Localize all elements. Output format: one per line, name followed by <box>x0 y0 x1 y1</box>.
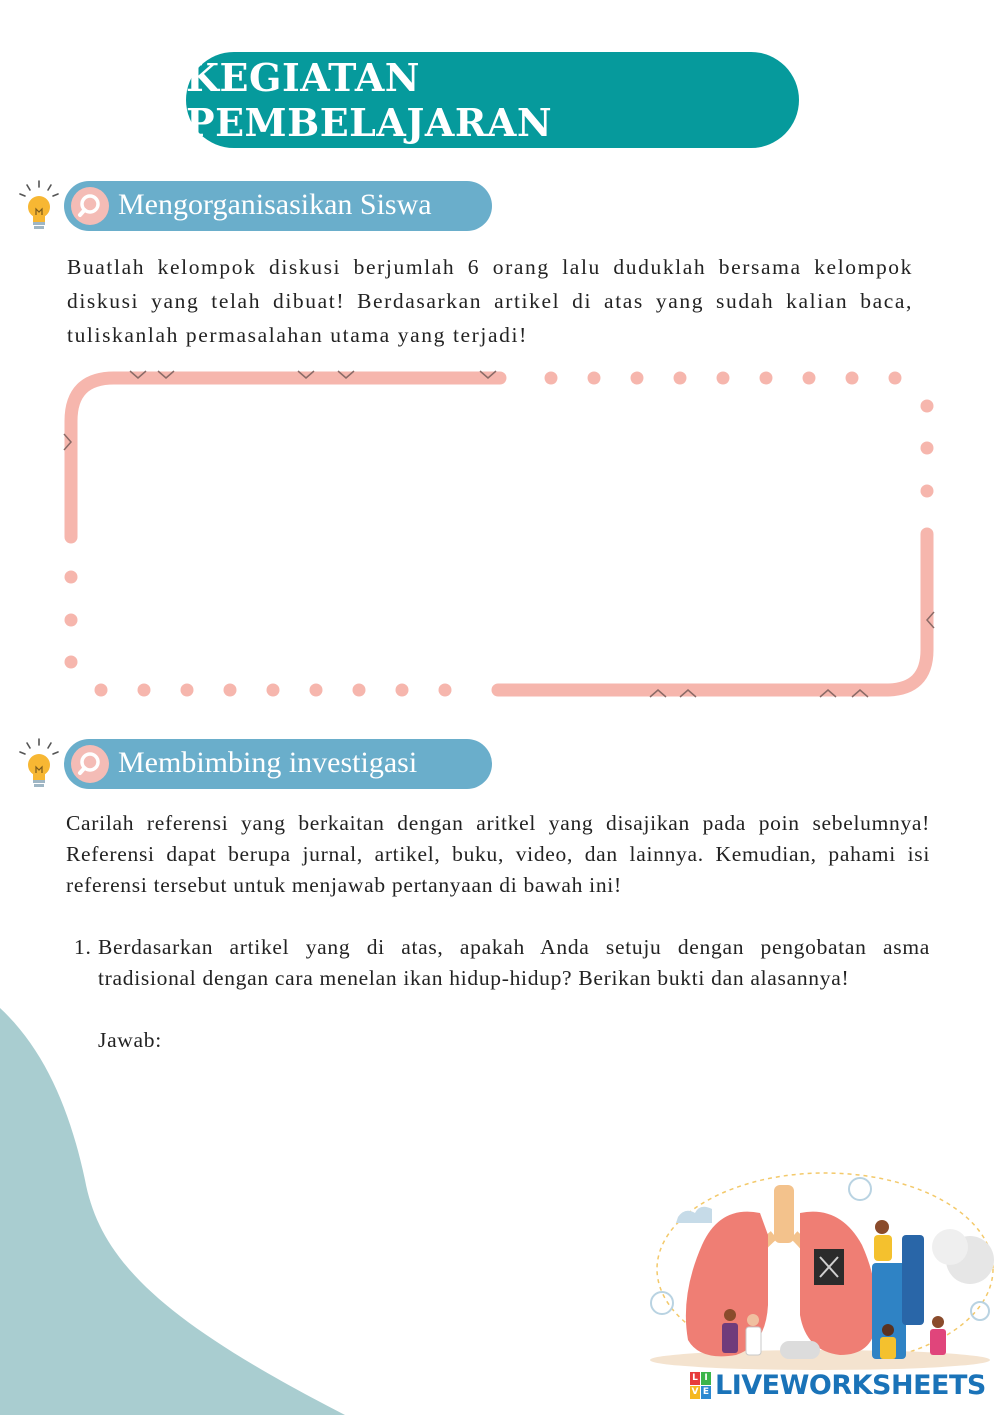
watermark-text: LIVEWORKSHEETS <box>715 1370 986 1401</box>
page-title: KEGIATAN PEMBELAJARAN <box>186 55 553 145</box>
section-instruction: Buatlah kelompok diskusi berjumlah 6 orang lalu duduklah bersama kelompok diskusi yang telah dibuat! Berdasarkan artikel di atas yang sudah kalian baca, tuliskanlah permasalahan utama yang terjadi! <box>67 255 913 347</box>
liveworksheets-watermark <box>690 1370 986 1401</box>
search-icon <box>71 187 109 225</box>
section-header-organize <box>64 181 492 231</box>
lightbulb-icon <box>18 737 60 791</box>
liveworksheets-logo-icon: L I V E <box>691 1373 710 1397</box>
search-icon <box>71 745 109 783</box>
search-badge <box>71 745 109 783</box>
title-banner <box>186 52 799 148</box>
lightbulb-icon <box>18 179 60 233</box>
section-instruction: Carilah referensi yang berkaitan dengan aritkel yang disajikan pada poin sebelumnya! Referensi dapat berupa jurnal, artikel, buku, video, dan lainnya. Kemudian, pahami isi referensi tersebut untuk menjawab pertanyaan di bawah ini! <box>66 811 930 897</box>
section-heading: Membimbing investigasi <box>118 746 418 779</box>
lungs-illustration <box>640 1165 999 1370</box>
answer-label: Jawab: <box>98 1028 162 1052</box>
answer-frame[interactable] <box>60 366 940 706</box>
question-text: Berdasarkan artikel yang di atas, apakah Anda setuju dengan pengobatan asma tradisional dengan cara menelan ikan hidup-hidup? Berikan bukti dan alasannya! <box>98 935 930 990</box>
section-header-investigate <box>64 739 492 789</box>
question-number: 1. <box>74 935 92 959</box>
question-item <box>74 932 930 994</box>
section-heading: Mengorganisasikan Siswa <box>118 188 432 221</box>
search-badge <box>71 187 109 225</box>
